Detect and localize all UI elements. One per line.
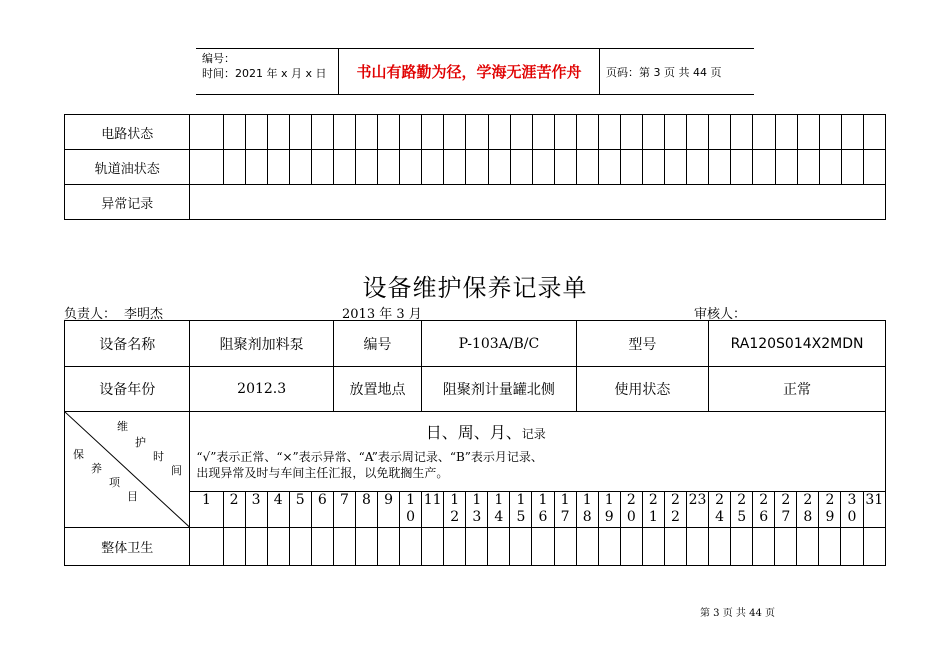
check-cell[interactable] bbox=[554, 528, 576, 566]
check-cell[interactable] bbox=[355, 528, 377, 566]
day-digit: 3 bbox=[251, 492, 261, 508]
day-number bbox=[753, 492, 775, 528]
status-label: 使用状态 bbox=[576, 367, 708, 412]
check-cell[interactable] bbox=[400, 115, 422, 150]
page-label: 页码：第 3 页 共 44 页 bbox=[600, 49, 755, 95]
hygiene-label: 整体卫生 bbox=[65, 528, 190, 566]
check-cell[interactable] bbox=[598, 115, 620, 150]
check-cell[interactable] bbox=[190, 115, 223, 150]
check-cell[interactable] bbox=[223, 528, 245, 566]
check-cell[interactable] bbox=[245, 115, 267, 150]
top-row bbox=[65, 185, 886, 220]
day-number bbox=[378, 492, 400, 528]
day-digit: 3 bbox=[847, 492, 857, 508]
check-cell[interactable] bbox=[190, 528, 223, 566]
check-cell[interactable] bbox=[422, 150, 444, 185]
check-cell[interactable] bbox=[444, 150, 466, 185]
day-digit: 4 bbox=[273, 492, 283, 508]
day-digit: 2 bbox=[803, 492, 813, 508]
day-number bbox=[245, 492, 267, 528]
check-cell[interactable] bbox=[819, 115, 841, 150]
check-cell[interactable] bbox=[532, 150, 554, 185]
day-number bbox=[466, 492, 488, 528]
day-number bbox=[598, 492, 620, 528]
day-number bbox=[731, 492, 753, 528]
check-cell[interactable] bbox=[356, 150, 378, 185]
header-left bbox=[196, 49, 339, 95]
check-cell[interactable] bbox=[444, 115, 466, 150]
maintenance-record-table bbox=[64, 320, 886, 566]
check-cell[interactable] bbox=[488, 150, 510, 185]
check-cell[interactable] bbox=[731, 528, 753, 566]
check-cell[interactable] bbox=[731, 150, 753, 185]
check-cell[interactable] bbox=[444, 528, 466, 566]
day-number bbox=[311, 492, 333, 528]
day-digit: 7 bbox=[781, 509, 791, 525]
check-cell[interactable] bbox=[687, 150, 709, 185]
day-digit: 1 bbox=[494, 492, 504, 508]
model-label: 型号 bbox=[576, 321, 708, 367]
check-cell[interactable] bbox=[245, 150, 267, 185]
check-cell[interactable] bbox=[620, 115, 642, 150]
check-cell[interactable] bbox=[267, 115, 289, 150]
day-number bbox=[797, 492, 819, 528]
check-cell[interactable] bbox=[775, 115, 797, 150]
code-value: P-103A/B/C bbox=[422, 321, 577, 367]
day-digit: 3 bbox=[472, 509, 482, 525]
check-cell[interactable] bbox=[554, 150, 576, 185]
check-cell[interactable] bbox=[753, 150, 775, 185]
check-cell[interactable] bbox=[422, 115, 444, 150]
day-digit: 1 bbox=[538, 492, 548, 508]
check-cell[interactable] bbox=[532, 115, 554, 150]
day-digit: 2 bbox=[737, 492, 747, 508]
diag-weihu-2: 护 bbox=[135, 436, 146, 449]
legend-row bbox=[65, 412, 886, 492]
day-digit: 1 bbox=[516, 492, 526, 508]
day-digit: 9 bbox=[384, 492, 394, 508]
day-number bbox=[554, 492, 576, 528]
check-cell[interactable] bbox=[709, 115, 731, 150]
check-cell[interactable] bbox=[311, 150, 333, 185]
day-digit: 7 bbox=[560, 509, 570, 525]
check-cell[interactable] bbox=[466, 115, 488, 150]
check-cell[interactable] bbox=[333, 528, 355, 566]
check-cell[interactable] bbox=[311, 528, 333, 566]
day-number bbox=[709, 492, 731, 528]
check-cell[interactable] bbox=[267, 528, 289, 566]
legend-line-1: “√”表示正常、“×”表示异常、“A”表示周记录、“B”表示月记录、 bbox=[196, 450, 543, 464]
day-number bbox=[664, 492, 686, 528]
check-cell[interactable] bbox=[665, 150, 687, 185]
device-name-value: 阻聚剂加料泵 bbox=[190, 321, 333, 367]
day-digit: 2 bbox=[715, 492, 725, 508]
day-digit: 4 bbox=[715, 509, 725, 525]
day-digit: 5 bbox=[295, 492, 305, 508]
check-cell[interactable] bbox=[400, 150, 422, 185]
diag-shijian-1: 时 bbox=[153, 450, 164, 463]
year-label: 设备年份 bbox=[65, 367, 190, 412]
day-digit: 2 bbox=[670, 492, 680, 508]
diag-weihu-1: 维 bbox=[117, 420, 128, 433]
check-cell[interactable] bbox=[267, 150, 289, 185]
date-label: 时间：2021 年 x 月 x 日 bbox=[202, 67, 327, 80]
check-cell[interactable] bbox=[510, 528, 532, 566]
record-date: 2013 年 3 月 bbox=[342, 307, 422, 322]
day-digit: 2 bbox=[670, 509, 680, 525]
check-cell[interactable] bbox=[378, 115, 400, 150]
day-number bbox=[444, 492, 466, 528]
check-cell[interactable] bbox=[488, 115, 510, 150]
year-value: 2012.3 bbox=[190, 367, 333, 412]
check-cell[interactable] bbox=[753, 115, 775, 150]
day-digit: 4 bbox=[494, 509, 504, 525]
day-digit: 2 bbox=[781, 492, 791, 508]
day-number bbox=[510, 492, 532, 528]
day-number bbox=[686, 492, 708, 528]
motto: 书山有路勤为径，学海无涯苦作舟 bbox=[339, 49, 600, 95]
day-number bbox=[289, 492, 311, 528]
day-number bbox=[863, 492, 886, 528]
check-cell[interactable] bbox=[400, 528, 422, 566]
day-number bbox=[488, 492, 510, 528]
day-digit: 5 bbox=[516, 509, 526, 525]
check-cell[interactable] bbox=[333, 115, 355, 150]
check-cell[interactable] bbox=[819, 528, 841, 566]
document-header bbox=[196, 48, 754, 95]
check-cell[interactable] bbox=[620, 528, 642, 566]
check-cell[interactable] bbox=[576, 150, 598, 185]
day-digit: 1 bbox=[582, 492, 592, 508]
check-cell[interactable] bbox=[709, 150, 731, 185]
check-cell[interactable] bbox=[797, 115, 819, 150]
place-value: 阻聚剂计量罐北侧 bbox=[422, 367, 577, 412]
check-cell[interactable] bbox=[841, 115, 863, 150]
check-cell[interactable] bbox=[665, 115, 687, 150]
day-number bbox=[620, 492, 642, 528]
day-digit: 11 bbox=[423, 492, 442, 508]
diagonal-header-cell bbox=[65, 412, 190, 528]
day-number bbox=[532, 492, 554, 528]
day-digit: 31 bbox=[865, 492, 884, 508]
abnormal-record-cell[interactable] bbox=[190, 185, 886, 220]
check-cell[interactable] bbox=[576, 115, 598, 150]
check-cell[interactable] bbox=[598, 528, 620, 566]
check-cell[interactable] bbox=[687, 115, 709, 150]
check-cell[interactable] bbox=[289, 528, 311, 566]
diag-xiangmu-1: 项 bbox=[109, 476, 120, 489]
check-cell[interactable] bbox=[797, 150, 819, 185]
check-cell[interactable] bbox=[289, 115, 311, 150]
check-cell[interactable] bbox=[643, 150, 665, 185]
day-digit: 7 bbox=[339, 492, 349, 508]
day-number bbox=[841, 492, 863, 528]
check-cell[interactable] bbox=[289, 150, 311, 185]
day-digit: 6 bbox=[317, 492, 327, 508]
owner-label: 负责人： bbox=[64, 307, 117, 322]
day-digit: 8 bbox=[803, 509, 813, 525]
check-cell[interactable] bbox=[510, 150, 532, 185]
device-name-label: 设备名称 bbox=[65, 321, 190, 367]
day-digit: 1 bbox=[202, 492, 211, 508]
legend-line-2: 出现异常及时与车间主任汇报，以免耽搁生产。 bbox=[196, 466, 449, 480]
check-cell[interactable] bbox=[223, 115, 245, 150]
day-number bbox=[333, 492, 355, 528]
check-cell[interactable] bbox=[311, 115, 333, 150]
check-cell[interactable] bbox=[488, 528, 510, 566]
day-digit: 0 bbox=[847, 509, 857, 525]
diag-xiangmu-2: 目 bbox=[127, 490, 138, 503]
check-cell[interactable] bbox=[709, 528, 731, 566]
day-digit: 2 bbox=[626, 492, 636, 508]
check-cell[interactable] bbox=[643, 115, 665, 150]
check-cell[interactable] bbox=[841, 528, 863, 566]
day-number bbox=[190, 492, 223, 528]
top-row bbox=[65, 150, 886, 185]
check-cell[interactable] bbox=[422, 528, 444, 566]
top-record-table bbox=[64, 114, 886, 220]
check-cell[interactable] bbox=[841, 150, 863, 185]
diag-baoyang-2: 养 bbox=[91, 462, 102, 475]
day-digit: 9 bbox=[825, 509, 835, 525]
diag-shijian-2: 间 bbox=[171, 464, 182, 477]
code-label: 编号： bbox=[202, 52, 235, 65]
legend-cell bbox=[190, 412, 886, 492]
page-footer: 第 3 页 共 44 页 bbox=[700, 608, 775, 619]
code-label: 编号 bbox=[333, 321, 421, 367]
day-digit: 5 bbox=[737, 509, 747, 525]
check-cell[interactable] bbox=[863, 150, 885, 185]
top-row bbox=[65, 115, 886, 150]
day-digit: 2 bbox=[759, 492, 769, 508]
owner-name: 李明杰 bbox=[124, 307, 164, 322]
day-digit: 0 bbox=[626, 509, 636, 525]
check-cell[interactable] bbox=[510, 115, 532, 150]
check-cell[interactable] bbox=[554, 115, 576, 150]
check-cell[interactable] bbox=[378, 528, 400, 566]
check-cell[interactable] bbox=[466, 150, 488, 185]
check-cell[interactable] bbox=[378, 150, 400, 185]
info-row-1 bbox=[65, 321, 886, 367]
legend-heading bbox=[196, 420, 885, 443]
check-cell[interactable] bbox=[598, 150, 620, 185]
top-row-label: 异常记录 bbox=[65, 185, 190, 220]
model-value: RA120S014X2MDN bbox=[709, 321, 886, 367]
day-number bbox=[576, 492, 598, 528]
check-cell[interactable] bbox=[664, 528, 686, 566]
diag-baoyang-1: 保 bbox=[73, 448, 84, 461]
day-digit: 8 bbox=[362, 492, 371, 508]
check-cell[interactable] bbox=[223, 150, 245, 185]
day-digit: 8 bbox=[582, 509, 592, 525]
check-cell[interactable] bbox=[333, 150, 355, 185]
legend-heading-text: 日、周、月、 bbox=[425, 423, 522, 442]
day-number bbox=[775, 492, 797, 528]
legend-heading-small: 记录 bbox=[521, 427, 546, 441]
day-digit: 9 bbox=[604, 509, 614, 525]
check-cell[interactable] bbox=[797, 528, 819, 566]
day-number bbox=[422, 492, 444, 528]
day-digit: 0 bbox=[406, 509, 416, 525]
day-digit: 2 bbox=[648, 492, 658, 508]
check-cell[interactable] bbox=[775, 528, 797, 566]
day-number bbox=[400, 492, 422, 528]
day-digit: 23 bbox=[688, 492, 707, 508]
day-digit: 6 bbox=[538, 509, 548, 525]
check-cell[interactable] bbox=[642, 528, 664, 566]
day-number bbox=[223, 492, 245, 528]
auditor-label: 审核人： bbox=[694, 307, 747, 322]
check-cell[interactable] bbox=[190, 150, 223, 185]
form-title: 设备维护保养记录单 bbox=[362, 274, 588, 302]
top-row-label: 轨道油状态 bbox=[65, 150, 190, 185]
day-digit: 1 bbox=[560, 492, 570, 508]
day-digit: 6 bbox=[759, 509, 769, 525]
check-cell[interactable] bbox=[753, 528, 775, 566]
day-number bbox=[642, 492, 664, 528]
day-digit: 1 bbox=[450, 492, 460, 508]
status-value: 正常 bbox=[709, 367, 886, 412]
check-cell[interactable] bbox=[863, 528, 886, 566]
day-digit: 2 bbox=[825, 492, 835, 508]
day-number bbox=[267, 492, 289, 528]
check-cell[interactable] bbox=[686, 528, 708, 566]
day-digit: 1 bbox=[406, 492, 416, 508]
check-cell[interactable] bbox=[863, 115, 885, 150]
info-row-2 bbox=[65, 367, 886, 412]
check-cell[interactable] bbox=[620, 150, 642, 185]
place-label: 放置地点 bbox=[333, 367, 421, 412]
day-digit: 1 bbox=[472, 492, 482, 508]
day-digit: 2 bbox=[229, 492, 239, 508]
check-cell[interactable] bbox=[576, 528, 598, 566]
day-number bbox=[355, 492, 377, 528]
day-digit: 1 bbox=[648, 509, 658, 525]
check-cell[interactable] bbox=[775, 150, 797, 185]
check-cell[interactable] bbox=[466, 528, 488, 566]
day-number bbox=[819, 492, 841, 528]
top-row-label: 电路状态 bbox=[65, 115, 190, 150]
hygiene-row bbox=[65, 528, 886, 566]
day-digit: 1 bbox=[604, 492, 614, 508]
check-cell[interactable] bbox=[731, 115, 753, 150]
check-cell[interactable] bbox=[819, 150, 841, 185]
check-cell[interactable] bbox=[356, 115, 378, 150]
check-cell[interactable] bbox=[245, 528, 267, 566]
check-cell[interactable] bbox=[532, 528, 554, 566]
day-digit: 2 bbox=[450, 509, 460, 525]
